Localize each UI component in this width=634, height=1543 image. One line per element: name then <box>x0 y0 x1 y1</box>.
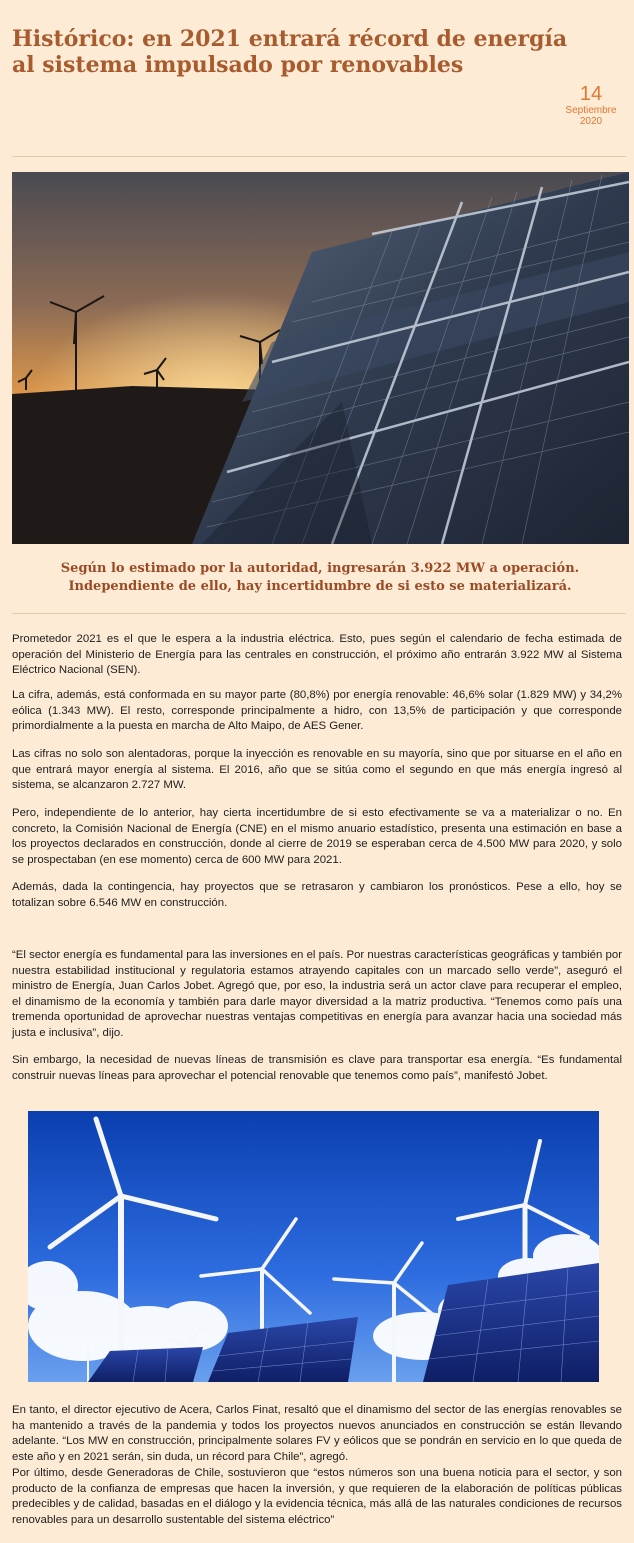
date-year: 2020 <box>579 116 603 127</box>
date-day: 14 <box>579 83 603 105</box>
paragraph: Por último, desde Generadoras de Chile, sostuvieron que “estos números son una buena noticia para el sector, y son producto de la confianza de empresas que hacen la inversión, y que requieren de la elaboración de políticas públicas predecibles y de calidad, basadas en el diálogo y la evidencia técnica, más allá de las naturales condiciones de recursos renovables para un desarrollo sustentable del sistema eléctrico” <box>12 1467 622 1526</box>
divider <box>12 613 626 614</box>
second-image <box>28 1111 599 1382</box>
paragraph: Prometedor 2021 es el que le espera a la industria eléctrica. Esto, pues según el calendario de fecha estimada de operación del Ministerio de Energía para las centrales en construcción, el próximo año entrarán 3.922 MW al Sistema Eléctrico Nacional (SEN). <box>12 633 622 676</box>
paragraph: Sin embargo, la necesidad de nuevas líneas de transmisión es clave para transportar esa energía. “Es fundamental construir nuevas líneas para aprovechar el potencial renovable que tenemos como país”, manifestó Jobet. <box>12 1054 622 1082</box>
hero-image <box>12 172 629 544</box>
paragraph: Además, dada la contingencia, hay proyectos que se retrasaron y cambiaron los pronósticos. Pese a ello, hoy se totalizan sobre 6.546 MW en construcción. <box>12 881 622 909</box>
article-title: Histórico: en 2021 entrará récord de energía al sistema impulsado por renovables <box>12 26 568 78</box>
paragraph: Las cifras no solo son alentadoras, porque la inyección es renovable en su mayoría, sino que por situarse en el año en que entrará mayor energía al sistema. El 2016, año que se sitúa como el segundo en que más energía ingresó al sistema, se alcanzaron 2.727 MW. <box>12 748 622 791</box>
paragraph: Pero, independiente de lo anterior, hay cierta incertidumbre de si esto efectivamente se va a materializar o no. En concreto, la Comisión Nacional de Energía (CNE) en el mismo anuario estadístico, presenta una estimación en base a los proyectos declarados en construcción, donde al cierre de 2019 se esperaban cerca de 4.500 MW para 2020, y solo se prospectaban (en ese momento) cerca de 600 MW para 2021. <box>12 807 622 866</box>
article-date <box>556 83 626 127</box>
date-month: Septiembre <box>565 105 617 116</box>
divider <box>12 156 626 157</box>
article-subtitle: Según lo estimado por la autoridad, ingresarán 3.922 MW a operación. Independiente de ello, hay incertidumbre de si esto se materializará. <box>60 561 580 594</box>
paragraph: La cifra, además, está conformada en su mayor parte (80,8%) por energía renovable: 46,6% solar (1.829 MW) y 34,2% eólica (1.343 MW). El resto, corresponde principalmente a hidro, con 13,5% de participación y que corresponde primordialmente a la puesta en marcha de Alto Maipo, de AES Gener. <box>12 689 622 732</box>
paragraph: “El sector energía es fundamental para las inversiones en el país. Por nuestras características geográficas y también por nuestra estabilidad institucional y regulatoria estamos atrayendo capitales con un marcado sello verde”, aseguró el ministro de Energía, Juan Carlos Jobet. Agregó que, por eso, la industria será un actor clave para recuperar el empleo, el dinamismo de la economía y también para darle mayor diversidad a la matriz productiva. “Tenemos como país una tremenda oportunidad de aprovechar nuestras ventajas competitivas en energía para avanzar hacia una sociedad más justa e inclusiva”, dijo. <box>12 949 622 1039</box>
paragraph: En tanto, el director ejecutivo de Acera, Carlos Finat, resaltó que el dinamismo del sector de las energías renovables se ha mantenido a través de la pandemia y todos los proyectos nuevos anunciados en construcción se están llevando adelante. “Los MW en construcción, principalmente solares FV y eólicos que se pondrán en servicio en lo que queda de este año y en 2021 serán, sin duda, un récord para Chile”, agregó. <box>12 1404 622 1463</box>
